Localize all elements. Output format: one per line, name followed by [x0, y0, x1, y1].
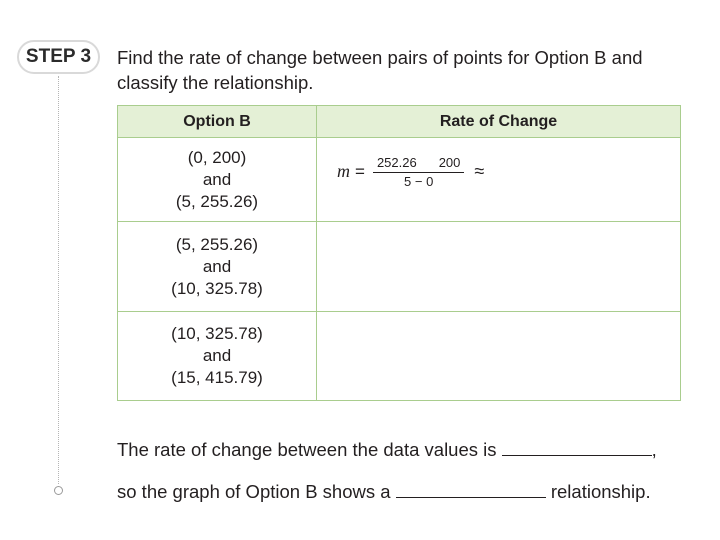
point-1: (10, 325.78) — [171, 324, 263, 343]
approx-sign: ≈ — [474, 161, 485, 181]
answer-blank-rate[interactable] — [502, 439, 652, 456]
point-2: (10, 325.78) — [171, 278, 263, 298]
table-row — [118, 222, 681, 312]
numerator-left: 252.26 — [376, 154, 417, 170]
point-2: (15, 415.79) — [171, 368, 263, 387]
progress-end-circle — [54, 486, 63, 495]
sentence-1-comma: , — [651, 439, 657, 460]
point-pair-cell — [118, 312, 317, 401]
point-1: (5, 255.26) — [175, 234, 259, 254]
conclusion-sentence-1 — [117, 439, 657, 461]
equals-sign: = — [355, 161, 365, 181]
fraction-numerator — [373, 155, 464, 172]
numerator-right: 200 — [438, 154, 461, 170]
slope-fraction — [373, 155, 464, 189]
instruction-line-1: Find the rate of change between pairs of points for Option B and — [117, 47, 643, 68]
rate-cell-empty[interactable] — [317, 222, 681, 312]
fraction-denominator: 5 − 0 — [404, 173, 434, 189]
connector-and: and — [202, 169, 232, 189]
sentence-2-end: relationship. — [550, 481, 651, 502]
point-pair-cell — [118, 138, 317, 222]
rate-of-change-table — [117, 105, 681, 401]
sentence-1-text: The rate of change between the data values is — [117, 439, 497, 460]
slope-formula — [317, 155, 680, 189]
slope-variable: m — [337, 161, 350, 181]
point-2: (5, 255.26) — [175, 191, 259, 211]
table-row — [118, 138, 681, 222]
header-rate-of-change: Rate of Change — [317, 106, 681, 138]
instruction-line-2: classify the relationship. — [117, 72, 314, 93]
table-header-row — [118, 106, 681, 138]
step-badge: STEP 3 — [17, 40, 100, 74]
step-instruction — [117, 45, 697, 95]
connector-and: and — [202, 256, 232, 276]
answer-blank-relationship[interactable] — [396, 481, 546, 498]
progress-dotted-line — [58, 76, 59, 484]
sentence-2-text: so the graph of Option B shows a — [117, 481, 391, 502]
point-pair-cell — [118, 222, 317, 312]
connector-and: and — [202, 346, 232, 365]
rate-cell — [317, 138, 681, 222]
rate-cell-empty[interactable] — [317, 312, 681, 401]
header-option-b: Option B — [118, 106, 317, 138]
table-row — [118, 312, 681, 401]
conclusion-sentence-2 — [117, 481, 651, 503]
point-1: (0, 200) — [187, 147, 247, 167]
